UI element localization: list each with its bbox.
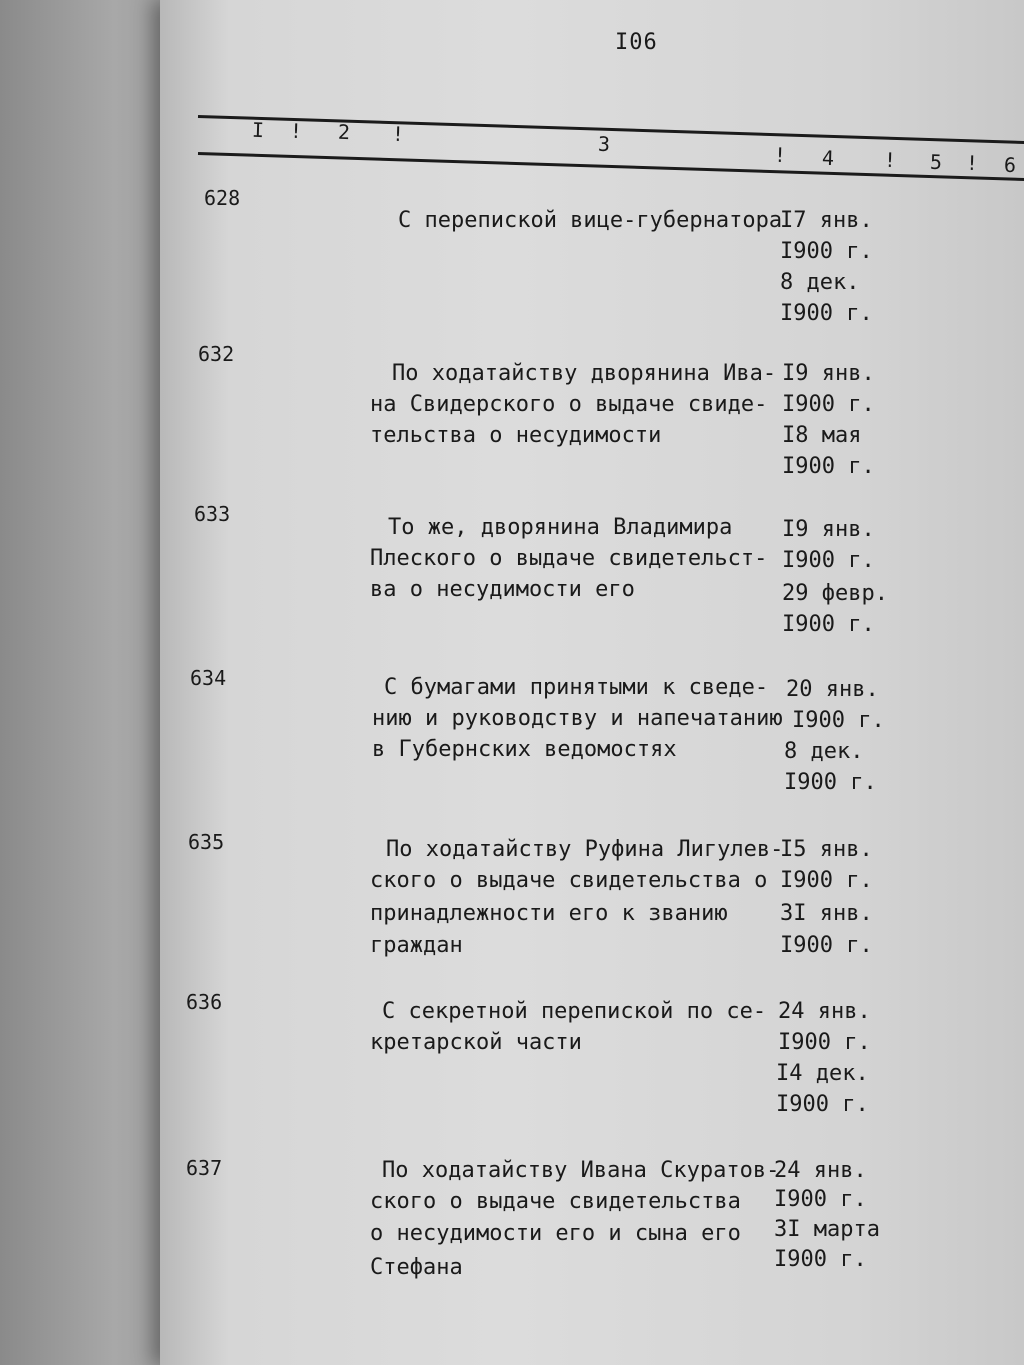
column-header-3: 3 [597,131,611,157]
entry-date-line: I9 янв. [782,361,875,386]
entry-date-line: I5 янв. [780,837,873,862]
entry-date-line: I900 г. [780,301,873,326]
entry-date-line: I900 г. [774,1247,867,1272]
entry-date-line: I900 г. [774,1187,867,1212]
entry-description-line: ского о выдаче свидетельства о [370,868,768,893]
entry-description-line: Стефана [370,1255,463,1280]
entry-date-line: 3I янв. [780,901,873,926]
entry-description-line: По ходатайству Руфина Лигулев- [386,837,784,862]
entry-number: 628 [204,186,241,210]
page-number: I06 [615,30,658,55]
entry-number: 637 [186,1156,223,1180]
entry-date-line: I900 г. [784,770,877,795]
column-header-separator: ! [965,150,979,176]
entry-description-line: Плеского о выдаче свидетельст- [370,546,768,571]
table-header-top-rule [198,115,1024,146]
entry-date-line: 24 янв. [774,1158,867,1183]
entry-date-line: 3I марта [774,1217,880,1242]
entry-date-line: 8 дек. [780,270,860,295]
entry-date-line: I900 г. [782,548,875,573]
entry-date-line: 20 янв. [786,677,879,702]
entry-number: 632 [198,342,235,366]
entry-date-line: I900 г. [782,612,875,637]
column-header-separator: ! [883,147,897,173]
entry-description-line: С перепиской вице-губернатора [398,208,783,233]
entry-description-line: С секретной перепиской по се- [382,999,767,1024]
entry-number: 635 [188,830,225,854]
entry-date-line: I8 мая [782,423,862,448]
column-header-4: 4 [821,145,835,171]
column-header-6: 6 [1003,152,1017,178]
entry-date-line: 24 янв. [778,999,871,1024]
entry-date-line: I900 г. [792,708,885,733]
column-header-separator: ! [289,118,303,144]
entry-date-line: I9 янв. [782,517,875,542]
entry-number: 636 [186,990,223,1014]
entry-number: 633 [194,502,231,526]
entry-date-line: 29 февр. [782,581,888,606]
column-header-separator: ! [773,142,787,168]
column-header-separator: ! [391,121,405,147]
entry-date-line: I4 дек. [776,1061,869,1086]
entry-description-line: кретарской части [370,1030,582,1055]
table-header-bottom-rule [198,149,1024,183]
entry-description-line: о несудимости его и сына его [370,1221,741,1246]
entry-description-line: С бумагами принятыми к сведе- [384,675,769,700]
entry-description-line: принадлежности его к званию [370,901,728,926]
entry-description-line: в Губернских ведомостях [372,737,677,762]
entry-date-line: I900 г. [782,454,875,479]
entry-description-line: ва о несудимости его [370,577,635,602]
entry-date-line: I900 г. [780,868,873,893]
entry-description-line: на Свидерского о выдаче свиде- [370,392,768,417]
entry-description-line: То же, дворянина Владимира [388,515,733,540]
column-header-1: I [251,117,265,143]
entry-date-line: I900 г. [776,1092,869,1117]
entry-date-line: I7 янв. [780,208,873,233]
document-page [160,0,1024,1365]
entry-date-line: I900 г. [780,239,873,264]
entry-description-line: нию и руководству и напечатанию [372,706,783,731]
entry-description-line: ского о выдаче свидетельства [370,1189,741,1214]
entry-description-line: По ходатайству дворянина Ива- [392,361,777,386]
entry-date-line: 8 дек. [784,739,864,764]
entry-number: 634 [190,666,227,690]
entry-description-line: граждан [370,933,463,958]
column-header-5: 5 [929,149,943,175]
entry-description-line: По ходатайству Ивана Скуратов- [382,1158,780,1183]
entry-description-line: тельства о несудимости [370,423,662,448]
entry-date-line: I900 г. [780,933,873,958]
entry-date-line: I900 г. [782,392,875,417]
column-header-2: 2 [337,119,351,145]
entry-date-line: I900 г. [778,1030,871,1055]
